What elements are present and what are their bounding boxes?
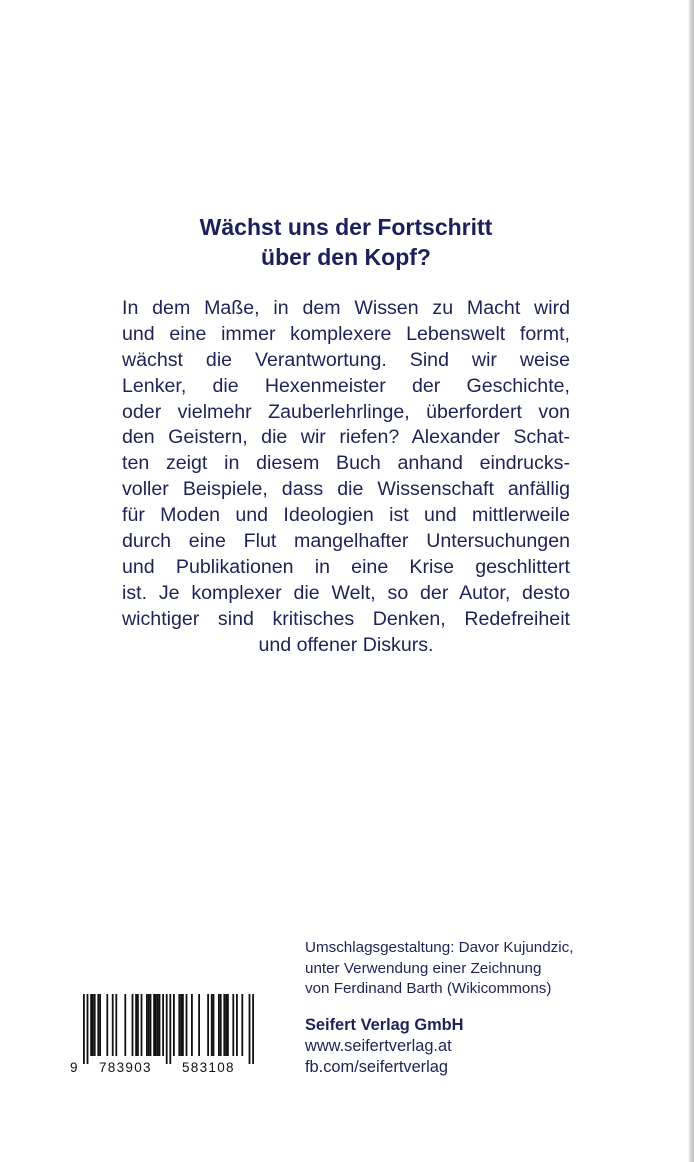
- barcode-bar: [155, 994, 157, 1056]
- barcode-bar: [94, 994, 96, 1056]
- barcode-bar: [241, 994, 243, 1056]
- credits-line-1: Umschlagsgestaltung: Davor Kujundzic,: [305, 939, 574, 956]
- barcode-bar: [207, 994, 209, 1056]
- barcode-bar: [180, 994, 182, 1056]
- barcode-bar: [135, 994, 137, 1056]
- barcode-right-digits: 583108: [182, 1060, 235, 1075]
- barcode-bar: [178, 994, 180, 1056]
- blurb-line: den Geistern, die wir riefen? Alexander Schat-: [122, 426, 570, 449]
- barcode-bar: [99, 994, 101, 1056]
- barcode-bar: [92, 994, 94, 1056]
- barcode-bar: [146, 994, 148, 1056]
- barcode-bar: [186, 994, 188, 1056]
- blurb-line: Lenker, die Hexenmeister der Geschichte,: [122, 374, 570, 397]
- barcode-bar: [157, 994, 159, 1056]
- blurb-line: und offener Diskurs.: [258, 633, 434, 656]
- barcode-bar: [124, 994, 126, 1056]
- blurb-line: wächst die Verantwortung. Sind wir weise: [122, 348, 570, 371]
- barcode-left-digits: 783903: [99, 1060, 152, 1075]
- barcode-guard-bar: [169, 994, 171, 1064]
- credits-line-2: unter Verwendung einer Zeichnung: [305, 959, 542, 977]
- barcode-bar: [198, 994, 200, 1056]
- barcode-guard-bar: [249, 994, 251, 1064]
- publisher-facebook: fb.com/seifertverlag: [305, 1058, 449, 1076]
- isbn-barcode: [70, 994, 258, 1084]
- barcode-bar: [223, 994, 225, 1056]
- barcode-bar: [225, 994, 227, 1056]
- barcode-bar: [213, 994, 215, 1056]
- barcode-bar: [191, 994, 193, 1056]
- back-cover-headline: [122, 212, 570, 272]
- barcode-guard-bar: [166, 994, 168, 1064]
- blurb-line: ten zeigt in diesem Buch anhand eindrucks-: [122, 452, 570, 475]
- barcode-bar: [218, 994, 220, 1056]
- book-blurb: [122, 296, 570, 658]
- blurb-line: voller Beispiele, dass die Wissenschaft anfällig: [122, 478, 570, 501]
- barcode-bar: [97, 994, 99, 1056]
- publisher-name: Seifert Verlag GmbH: [305, 1016, 464, 1034]
- barcode-bar: [232, 994, 234, 1056]
- barcode-bar: [115, 994, 117, 1056]
- credits-line-3: von Ferdinand Barth (Wikicommons): [305, 980, 552, 997]
- barcode-guard-bar: [252, 994, 254, 1064]
- barcode-guard-bar: [87, 994, 89, 1064]
- barcode-bar: [153, 994, 155, 1056]
- barcode-bar: [90, 994, 92, 1056]
- barcode-bar: [227, 994, 229, 1056]
- barcode-bar: [132, 994, 134, 1056]
- publisher-website: www.seifertverlag.at: [305, 1037, 452, 1055]
- barcode-bar: [141, 994, 143, 1056]
- barcode-bar: [162, 994, 164, 1056]
- blurb-line: ist. Je komplexer die Welt, so der Autor, desto: [122, 581, 570, 604]
- barcode-bar: [150, 994, 152, 1056]
- barcode-bar: [211, 994, 213, 1056]
- blurb-line: für Moden und Ideologien ist und mittlerweile: [122, 504, 570, 527]
- barcode-bar: [236, 994, 238, 1056]
- blurb-line: und Publikationen in eine Krise geschlittert: [122, 555, 570, 578]
- barcode-bar: [220, 994, 222, 1056]
- page-edge-shadow: [688, 0, 694, 1162]
- blurb-line: In dem Maße, in dem Wissen zu Macht wird: [122, 297, 570, 319]
- barcode-bar: [182, 994, 184, 1056]
- barcode-bar: [148, 994, 150, 1056]
- publisher-info: [305, 1015, 605, 1078]
- cover-credits: [305, 938, 605, 1000]
- blurb-line: und eine immer komplexere Lebenswelt formt,: [122, 322, 570, 345]
- barcode-bars: [70, 994, 258, 1064]
- barcode-bar: [112, 994, 114, 1056]
- headline-line-2: über den Kopf?: [261, 244, 431, 270]
- blurb-line: wichtiger sind kritisches Denken, Redefreiheit: [122, 607, 570, 630]
- blurb-line: oder vielmehr Zauberlehrlinge, überfordert von: [122, 400, 570, 423]
- barcode-bar: [173, 994, 175, 1056]
- barcode-bar: [106, 994, 108, 1056]
- barcode-bar: [159, 994, 161, 1056]
- headline-line-1: Wächst uns der Fortschritt: [199, 214, 493, 240]
- blurb-line: durch eine Flut mangelhafter Untersuchungen: [122, 530, 570, 553]
- barcode-bar: [137, 994, 139, 1056]
- barcode-guard-bar: [83, 994, 85, 1064]
- barcode-first-digit: 9: [70, 1060, 79, 1075]
